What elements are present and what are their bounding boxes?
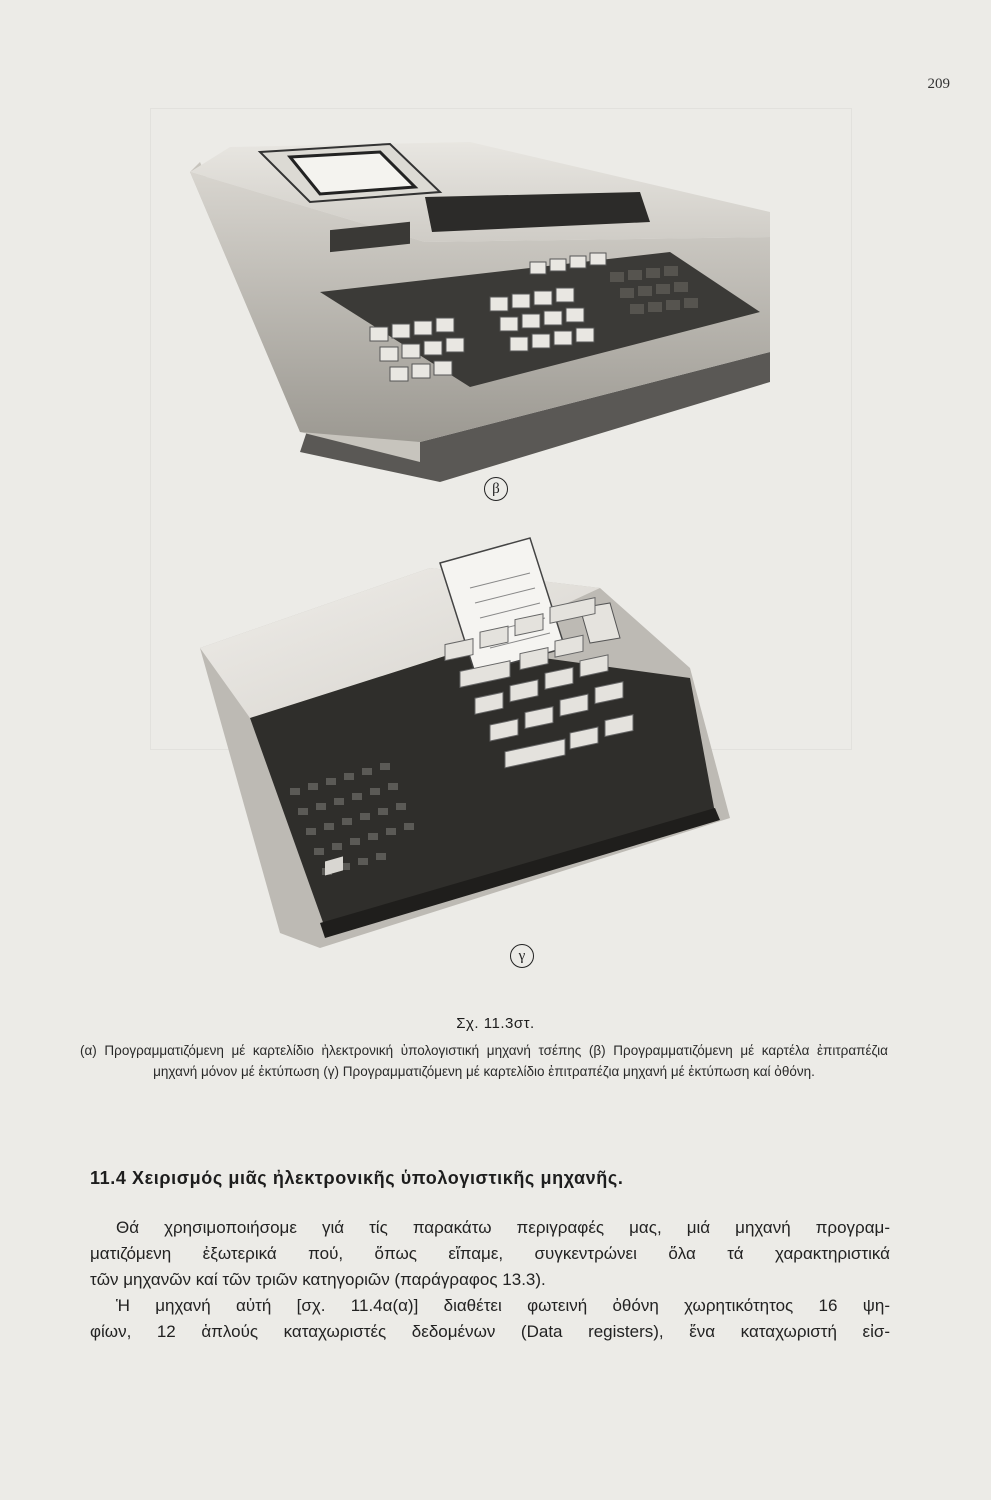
section-heading: 11.4 Χειρισμός μιᾶς ἠλεκτρονικῆς ὑπολογιστικῆς μηχανῆς. bbox=[90, 1168, 624, 1188]
figure-caption-text: (α) Προγραμματιζόμενη μέ καρτελίδιο ἠλεκτρονική ὑπολογιστική μηχανή τσέπης (β) Προγραμματιζόμενη μέ καρτέλα ἐπιτραπέζια μηχανή μόνον μέ ἐκτύπωση (γ) Προγραμματιζόμενη μέ καρτελίδιο ἐπιτραπέζια μηχανή μέ ἐκτύπωση καί ὀθόνη. bbox=[80, 1043, 888, 1079]
paragraph-1-line-1: Θά χρησιμοποιήσομε γιά τίς παρακάτω περιγραφές μας, μιά μηχανή προγραμ- bbox=[116, 1218, 890, 1237]
page-number: 209 bbox=[927, 76, 950, 92]
paragraph-2-line-2: φίων, 12 ἁπλούς καταχωριστές δεδομένων (Data registers), ἕνα καταχωριστή εἰσ- bbox=[90, 1322, 890, 1341]
figure-c-label: γ bbox=[510, 944, 534, 968]
figure-b-label: β bbox=[484, 477, 508, 501]
paragraph-1-line-3: τῶν μηχανῶν καί τῶν τριῶν κατηγοριῶν (παράγραφος 13.3). bbox=[90, 1270, 546, 1289]
paragraph-1-line-2: ματιζόμενη ἐξωτερικά πού, ὅπως εἴπαμε, συγκεντρώνει ὅλα τά χαρακτηριστικά bbox=[90, 1244, 890, 1263]
figure-b-photo bbox=[170, 122, 790, 502]
figure-caption-title: Σχ. 11.3στ. bbox=[456, 1015, 535, 1032]
desktop-programmable-calculator-printer-photo bbox=[170, 122, 790, 502]
body-text bbox=[90, 1215, 890, 1345]
paragraph-2-line-1: Ἡ μηχανή αὐτή [σχ. 11.4α(α)] διαθέτει φωτεινή ὀθόνη χωρητικότητος 16 ψη- bbox=[116, 1296, 890, 1315]
figure-c-photo bbox=[170, 528, 750, 968]
desktop-programmable-calculator-printer-display-photo bbox=[170, 528, 750, 968]
